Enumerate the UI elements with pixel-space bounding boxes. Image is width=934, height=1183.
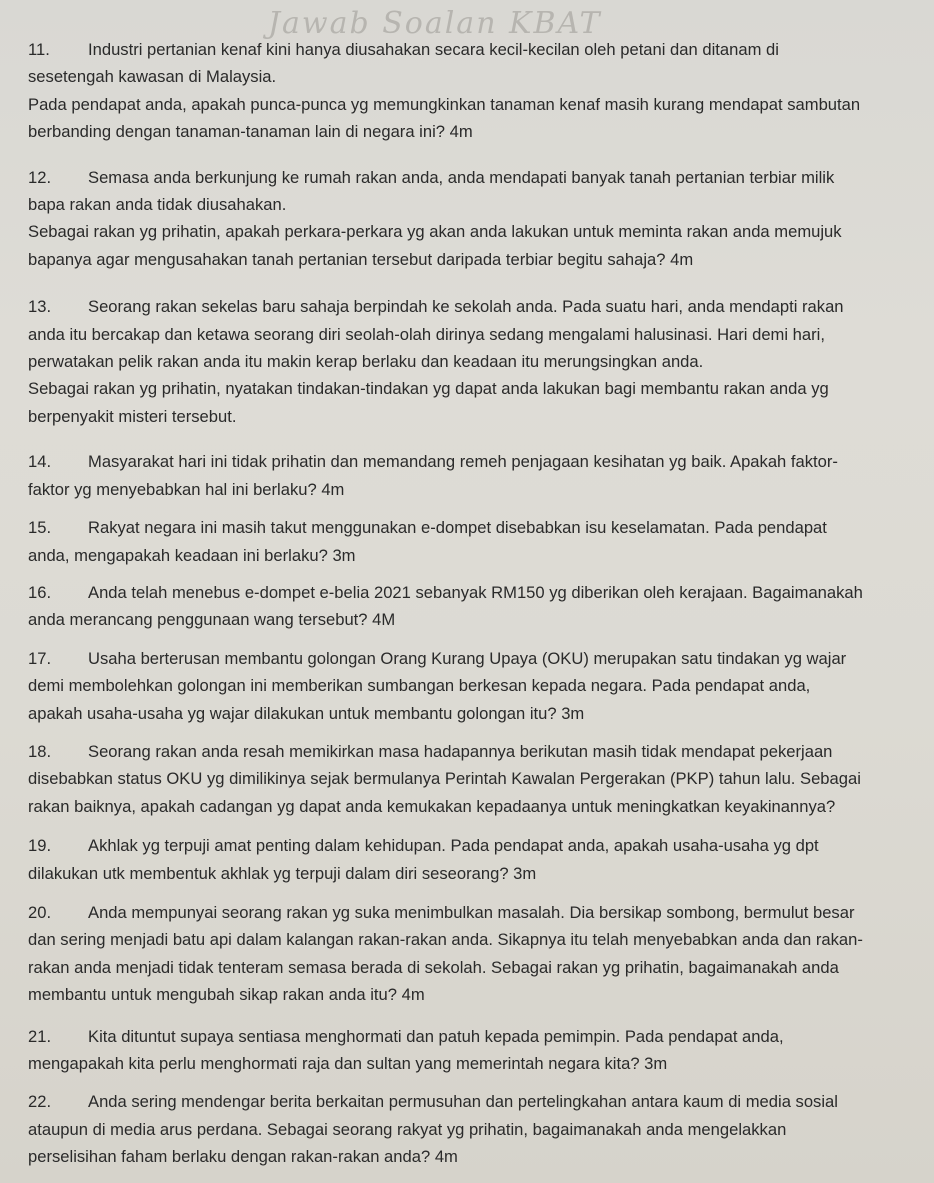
question-text: perwatakan pelik rakan anda itu makin kerap berlaku dan keadaan itu merungsingkan anda. bbox=[28, 352, 704, 372]
question-number: 20. bbox=[28, 902, 52, 922]
question-text: mengapakah kita perlu menghormati raja dan sultan yang memerintah negara kita? 3m bbox=[28, 1054, 668, 1073]
question-number: 19. bbox=[28, 836, 52, 856]
question-text: perselisihan faham berlaku dengan rakan-rakan anda? 4m bbox=[28, 1147, 458, 1167]
question-line bbox=[28, 293, 928, 320]
question-text: Seorang rakan anda resah memikirkan masa hadapannya berikutan masih tidak mendapat pekerjaan bbox=[88, 741, 833, 761]
question-text: ataupun di media arus perdana. Sebagai seorang rakyat yg prihatin, bagaimanakah anda mengelakkan bbox=[28, 1119, 787, 1139]
question-text: sesetengah kawasan di Malaysia. bbox=[28, 67, 277, 87]
question-15 bbox=[28, 514, 928, 569]
question-line bbox=[28, 36, 928, 63]
question-text: Rakyat negara ini masih takut menggunakan e-dompet disebabkan isu keselamatan. Pada pendapat bbox=[88, 518, 827, 538]
question-text: Masyarakat hari ini tidak prihatin dan memandang remeh penjagaan kesihatan yg baik. Apakah faktor- bbox=[88, 452, 838, 472]
question-line bbox=[28, 738, 928, 765]
question-text: Anda mempunyai seorang rakan yg suka menimbulkan masalah. Dia bersikap sombong, bermulut besar bbox=[88, 902, 855, 922]
question-line bbox=[28, 899, 928, 926]
question-12 bbox=[28, 164, 928, 274]
handwritten-title: Jawab Soalan KBAT bbox=[268, 6, 602, 41]
question-number: 21. bbox=[28, 1026, 52, 1046]
question-text: rakan anda menjadi tidak tenteram semasa berada di sekolah. Sebagai rakan yg prihatin, bagaimanakah anda bbox=[28, 957, 839, 977]
question-number: 11. bbox=[28, 40, 50, 59]
question-text: Sebagai rakan yg prihatin, nyatakan tindakan-tindakan yg dapat anda lakukan bagi membantu rakan anda yg bbox=[28, 379, 829, 399]
question-text: Industri pertanian kenaf kini hanya diusahakan secara kecil-kecilan oleh petani dan ditanam di bbox=[88, 40, 779, 59]
question-13 bbox=[28, 293, 928, 430]
question-17 bbox=[28, 645, 928, 727]
question-text: Anda telah menebus e-dompet e-belia 2021 sebanyak RM150 yg diberikan oleh kerajaan. Bagaimanakah bbox=[88, 582, 863, 602]
question-line bbox=[28, 1023, 928, 1050]
question-text: bapa rakan anda tidak diusahakan. bbox=[28, 195, 287, 215]
question-text: membantu untuk mengubah sikap rakan anda itu? 4m bbox=[28, 985, 425, 1005]
question-text: Kita dituntut supaya sentiasa menghormati dan patuh kepada pemimpin. Pada pendapat anda, bbox=[88, 1026, 784, 1046]
question-18 bbox=[28, 738, 928, 820]
question-text: Pada pendapat anda, apakah punca-punca yg memungkinkan tanaman kenaf masih kurang mendapat sambutan bbox=[28, 94, 861, 114]
question-line bbox=[28, 579, 928, 606]
question-number: 16. bbox=[28, 582, 52, 602]
question-text: Semasa anda berkunjung ke rumah rakan anda, anda mendapati banyak tanah pertanian terbiar milik bbox=[88, 167, 835, 187]
question-text: anda, mengapakah keadaan ini berlaku? 3m bbox=[28, 545, 356, 565]
question-number: 17. bbox=[28, 648, 52, 668]
question-text: rakan baiknya, apakah cadangan yg dapat anda kemukakan kepadaanya untuk meningkatkan keyakinannya? bbox=[28, 796, 836, 816]
question-text: dilakukan utk membentuk akhlak yg terpuji dalam diri seseorang? 3m bbox=[28, 863, 537, 883]
question-14 bbox=[28, 448, 928, 503]
question-11 bbox=[28, 36, 928, 146]
question-text: Seorang rakan sekelas baru sahaja berpindah ke sekolah anda. Pada suatu hari, anda mendapti rakan bbox=[88, 297, 844, 317]
question-line bbox=[28, 1088, 928, 1115]
question-line bbox=[28, 832, 928, 859]
question-number: 12. bbox=[28, 167, 52, 187]
question-line bbox=[28, 164, 928, 191]
question-text: demi membolehkan golongan ini memberikan sumbangan berkesan kepada negara. Pada pendapat anda, bbox=[28, 676, 811, 696]
question-text: Usaha berterusan membantu golongan Orang Kurang Upaya (OKU) merupakan satu tindakan yg wajar bbox=[88, 648, 847, 668]
question-number: 15. bbox=[28, 518, 52, 538]
question-text: Akhlak yg terpuji amat penting dalam kehidupan. Pada pendapat anda, apakah usaha-usaha yg dpt bbox=[88, 836, 819, 856]
question-number: 14. bbox=[28, 452, 52, 472]
question-line bbox=[28, 645, 928, 672]
question-text: bapanya agar mengusahakan tanah pertanian tersebut daripada terbiar begitu sahaja? 4m bbox=[28, 249, 694, 269]
question-number: 22. bbox=[28, 1092, 52, 1112]
question-text: disebabkan status OKU yg dimilikinya sejak bermulanya Perintah Kawalan Pergerakan (PKP) tahun lalu. Sebagai bbox=[28, 769, 861, 789]
question-line bbox=[28, 514, 928, 541]
question-text: Sebagai rakan yg prihatin, apakah perkara-perkara yg akan anda lakukan untuk meminta rakan anda memujuk bbox=[28, 222, 842, 242]
question-text: anda itu bercakap dan ketawa seorang diri seolah-olah dirinya sedang mengalami halusinasi. Hari demi hari, bbox=[28, 324, 825, 344]
question-text: berpenyakit misteri tersebut. bbox=[28, 406, 237, 426]
question-22 bbox=[28, 1088, 928, 1170]
question-number: 18. bbox=[28, 741, 52, 761]
question-20 bbox=[28, 899, 928, 1009]
question-21 bbox=[28, 1023, 928, 1078]
question-number: 13. bbox=[28, 297, 52, 317]
question-text: faktor yg menyebabkan hal ini berlaku? 4m bbox=[28, 479, 345, 499]
question-text: anda merancang penggunaan wang tersebut? 4M bbox=[28, 610, 396, 630]
question-text: dan sering menjadi batu api dalam kalangan rakan-rakan anda. Sikapnya itu telah menyebabkan anda dan rakan- bbox=[28, 930, 863, 950]
question-text: Anda sering mendengar berita berkaitan permusuhan dan pertelingkahan antara kaum di media sosial bbox=[88, 1092, 838, 1112]
question-text: berbanding dengan tanaman-tanaman lain di negara ini? 4m bbox=[28, 122, 473, 142]
question-16 bbox=[28, 579, 928, 634]
question-line bbox=[28, 448, 928, 475]
question-list bbox=[28, 36, 928, 1171]
question-19 bbox=[28, 832, 928, 887]
question-text: apakah usaha-usaha yg wajar dilakukan untuk membantu golongan itu? 3m bbox=[28, 703, 585, 723]
